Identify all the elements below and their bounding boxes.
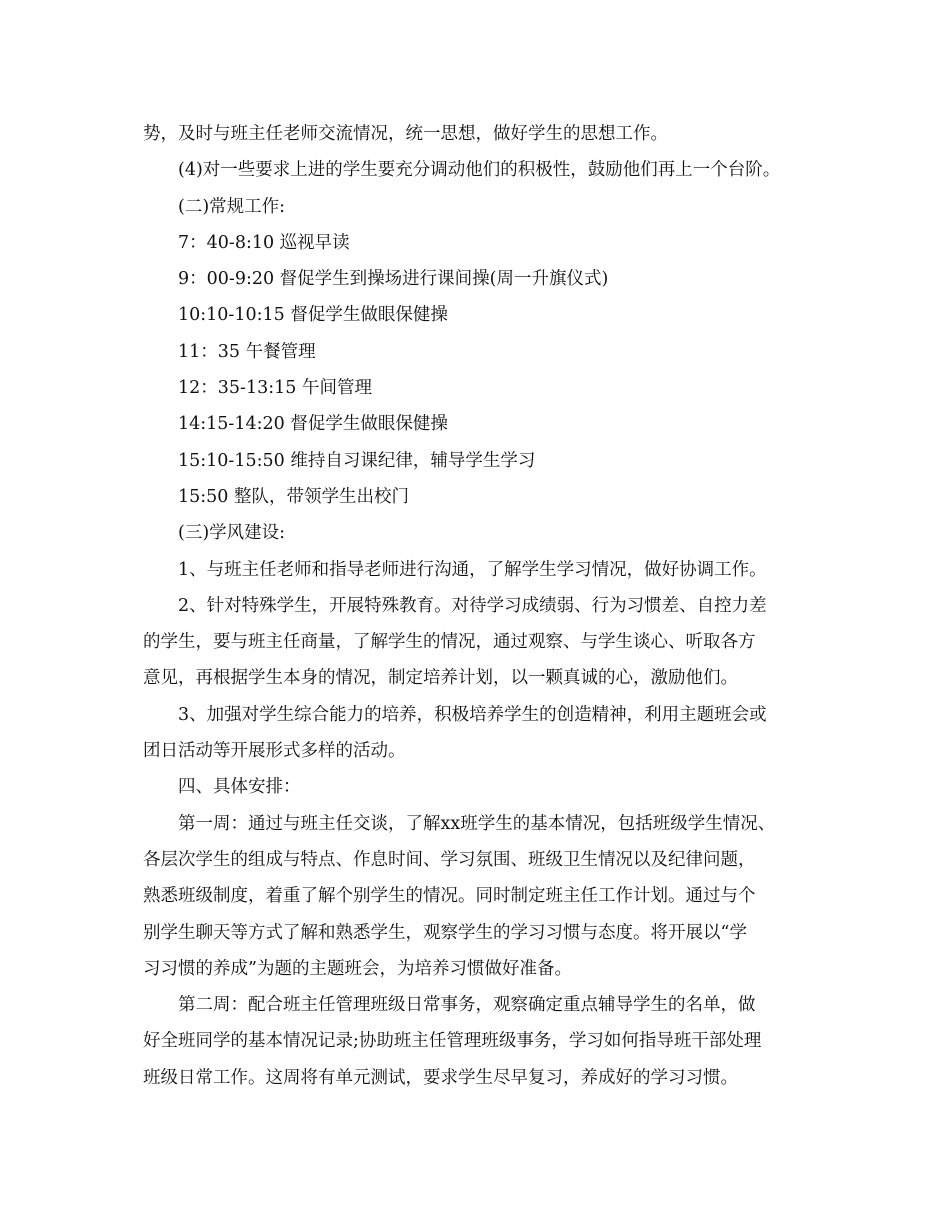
text-line: 15:10-15:50 维持自习课纪律，辅导学生学习	[178, 450, 536, 471]
text-line: 2、针对特殊学生，开展特殊教育。对待学习成绩弱、行为习惯差、自控力差	[178, 595, 767, 616]
text-line: 习习惯的养成”为题的主题班会，为培养习惯做好准备。	[143, 958, 572, 979]
text-line: 10:10-10:15 督促学生做眼保健操	[178, 305, 448, 326]
text-line: 熟悉班级制度，着重了解个别学生的情况。同时制定班主任工作计划。通过与个	[143, 886, 756, 907]
text-line: 班级日常工作。这周将有单元测试，要求学生尽早复习，养成好的学习习惯。	[143, 1067, 738, 1088]
text-line: 9：00-9:20 督促学生到操场进行课间操(周一升旗仪式)	[178, 269, 609, 290]
text-line: 意见，再根据学生本身的情况，制定培养计划，以一颗真诚的心，激励他们。	[143, 668, 738, 689]
text-line: 好全班同学的基本情况记录;协助班主任管理班级事务，学习如何指导班干部处理	[143, 1031, 762, 1052]
text-line: 12：35-13:15 午间管理	[178, 378, 372, 399]
text-line: 15:50 整队，带领学生出校门	[178, 486, 409, 507]
text-line: 团日活动等开展形式多样的活动。	[143, 741, 406, 762]
text-line: (三)学风建设:	[178, 523, 286, 544]
text-line: (二)常规工作:	[178, 196, 286, 217]
text-line: 第二周：配合班主任管理班级日常事务，观察确定重点辅导学生的名单，做	[178, 995, 756, 1016]
text-line: 势，及时与班主任老师交流情况，统一思想，做好学生的思想工作。	[143, 124, 668, 144]
text-line: 7：40-8:10 巡视早读	[178, 232, 350, 253]
text-line: 的学生，要与班主任商量，了解学生的情况，通过观察、与学生谈心、听取各方	[143, 632, 756, 653]
text-line: (4)对一些要求上进的学生要充分调动他们的积极性，鼓励他们再上一个台阶。	[178, 160, 781, 181]
text-line: 各层次学生的组成与特点、作息时间、学习氛围、班级卫生情况以及纪律问题，	[143, 849, 756, 870]
text-line: 3、加强对学生综合能力的培养，积极培养学生的创造精神，利用主题班会或	[178, 704, 767, 725]
text-line: 第一周：通过与班主任交谈，了解xx班学生的基本情况，包括班级学生情况、	[178, 813, 776, 834]
text-line: 11：35 午餐管理	[178, 341, 316, 362]
text-line: 14:15-14:20 督促学生做眼保健操	[178, 414, 448, 435]
document-body	[143, 116, 823, 1096]
text-line: 1、与班主任老师和指导老师进行沟通，了解学生学习情况，做好协调工作。	[178, 559, 767, 580]
text-line: 四、具体安排：	[178, 777, 301, 798]
text-line: 别学生聊天等方式了解和熟悉学生，观察学生的学习习惯与态度。将开展以“学	[143, 922, 747, 943]
